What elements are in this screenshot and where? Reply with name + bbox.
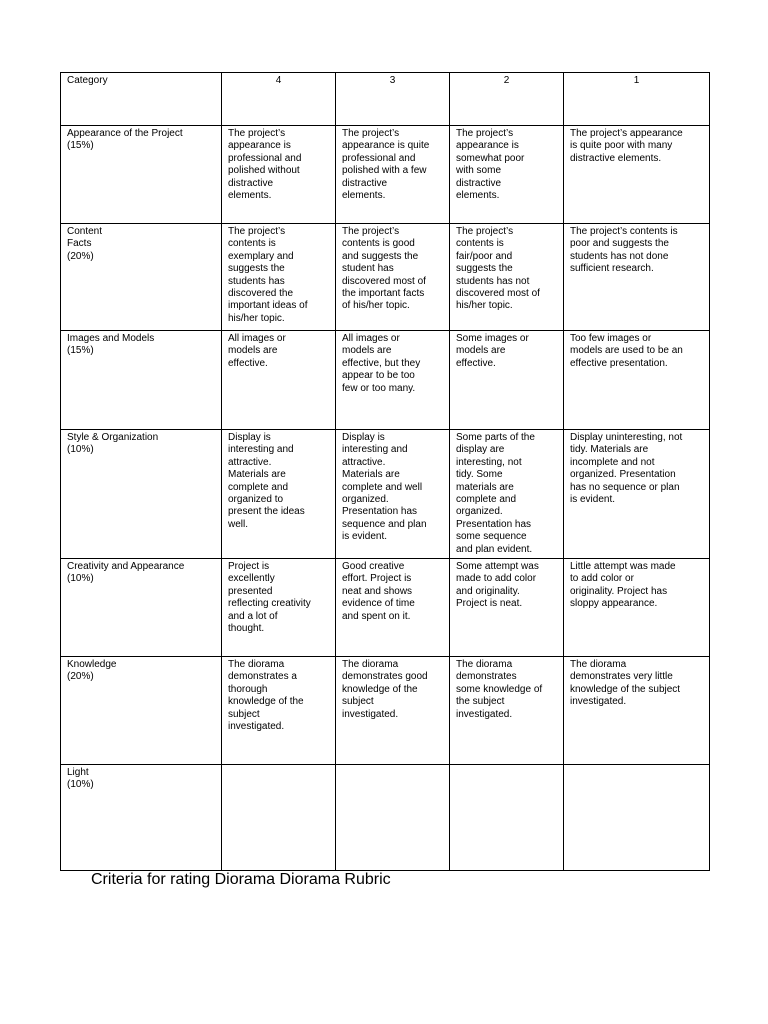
cell-line: made to add color [456, 573, 537, 585]
cell-line: discovered most of [342, 275, 426, 287]
cell-line: and originality. [456, 585, 520, 597]
cell-line: well. [228, 518, 249, 530]
score-2-cell [450, 559, 564, 657]
cell-line: complete and well [342, 481, 423, 493]
cell-line: the subject [456, 696, 505, 708]
header-category: Category [61, 73, 222, 126]
cell-line: originality. Project has [570, 585, 668, 597]
cell-line: Content [67, 226, 103, 237]
cell-line: All images or [228, 333, 286, 344]
score-2-cell [450, 331, 564, 430]
score-1-cell [564, 657, 710, 765]
cell-line: Style & Organization [67, 432, 159, 443]
header-score-3: 3 [336, 73, 450, 126]
cell-line: polished without [228, 165, 300, 177]
cell-line: effective, but they [342, 357, 421, 369]
cell-line: professional and [342, 152, 416, 164]
score-4-cell [222, 765, 336, 871]
cell-line: appearance is quite [342, 140, 430, 152]
cell-line: the important facts [342, 288, 425, 300]
cell-line: The project’s [456, 226, 514, 237]
cell-line: effective. [456, 357, 496, 369]
cell-line: interesting and [342, 444, 408, 456]
cell-line: The project’s [228, 128, 286, 139]
score-1-cell [564, 224, 710, 331]
category-cell [61, 126, 222, 224]
cell-line: demonstrates a [228, 671, 297, 683]
cell-line: Project is neat. [456, 598, 523, 610]
cell-line: (20%) [67, 671, 94, 683]
cell-line: The project’s [342, 226, 400, 237]
cell-line: organized. [342, 494, 389, 506]
cell-line: Too few images or [570, 333, 652, 344]
cell-line: neat and shows [342, 585, 413, 597]
cell-line: is quite poor with many [570, 140, 673, 152]
score-1-cell [564, 559, 710, 657]
cell-line: knowledge of the subject [570, 683, 681, 695]
cell-line: Display is [228, 432, 271, 443]
score-3-cell [336, 126, 450, 224]
cell-line: appear to be too [342, 370, 415, 382]
cell-line: and plan evident. [456, 543, 533, 555]
cell-line: Knowledge [67, 659, 117, 671]
cell-line: thought. [228, 623, 265, 635]
table-row [61, 224, 710, 331]
score-4-cell [222, 559, 336, 657]
score-3-cell [336, 657, 450, 765]
cell-line: organized. [456, 506, 503, 518]
cell-line: The diorama [456, 659, 513, 671]
cell-line: is evident. [342, 531, 388, 543]
score-3-cell [336, 559, 450, 657]
cell-line: materials are [456, 481, 514, 493]
cell-line: his/her topic. [228, 312, 285, 324]
cell-line: few or too many. [342, 382, 416, 394]
cell-line: attractive. [342, 456, 386, 468]
cell-line: interesting, not [456, 456, 522, 468]
cell-line: and a lot of [228, 610, 278, 622]
cell-line: Some attempt was [456, 561, 539, 573]
cell-line: The project’s [456, 128, 514, 139]
cell-line: complete and [456, 494, 517, 506]
cell-line: distractive [228, 177, 274, 189]
cell-line: elements. [342, 190, 386, 202]
cell-line: (10%) [67, 444, 94, 456]
rubric-table [60, 72, 710, 871]
cell-line: knowledge of the [342, 683, 418, 695]
cell-line: somewhat poor [456, 152, 525, 164]
cell-line: sequence and plan [342, 518, 427, 530]
score-1-cell [564, 126, 710, 224]
table-row [61, 559, 710, 657]
cell-line: poor and suggests the [570, 238, 669, 250]
cell-line: investigated. [570, 696, 627, 708]
cell-line: models are [342, 345, 392, 357]
score-4-cell [222, 430, 336, 559]
cell-line: distractive elements. [570, 152, 662, 164]
cell-line: contents is [228, 238, 276, 250]
cell-line: and suggests the [342, 250, 419, 262]
header-row [61, 73, 710, 126]
cell-line: (15%) [67, 140, 94, 152]
cell-line: interesting and [228, 444, 294, 456]
cell-line: Creativity and Appearance [67, 561, 185, 573]
cell-line: The project’s contents is [570, 226, 678, 237]
cell-line: Appearance of the Project [67, 128, 183, 139]
cell-line: The project’s appearance [570, 128, 683, 139]
cell-line: sufficient research. [570, 263, 654, 275]
cell-line: tidy. Materials are [570, 444, 649, 456]
cell-line: polished with a few [342, 165, 427, 177]
cell-line: investigated. [228, 721, 285, 733]
cell-line: elements. [456, 190, 500, 202]
cell-line: (20%) [67, 250, 94, 262]
caption: Criteria for rating Diorama Diorama Rubric [91, 871, 391, 888]
cell-line: distractive [342, 177, 388, 189]
cell-line: The diorama [570, 659, 627, 671]
cell-line: subject [342, 696, 374, 708]
cell-line: (10%) [67, 573, 94, 585]
cell-line: Some parts of the [456, 432, 535, 443]
category-cell [61, 331, 222, 430]
cell-line: discovered the [228, 288, 294, 300]
cell-line: All images or [342, 333, 400, 344]
cell-line: is evident. [570, 494, 616, 506]
cell-line: (15%) [67, 345, 94, 357]
cell-line: his/her topic. [456, 300, 513, 312]
cell-line: Presentation has [342, 506, 418, 518]
cell-line: models are [228, 345, 278, 357]
cell-line: appearance is [228, 140, 291, 152]
cell-line: The project’s [228, 226, 286, 237]
score-2-cell [450, 430, 564, 559]
cell-line: knowledge of the [228, 696, 304, 708]
category-cell [61, 430, 222, 559]
cell-line: tidy. Some [456, 469, 503, 481]
cell-line: investigated. [456, 708, 513, 720]
score-3-cell [336, 224, 450, 331]
category-cell [61, 765, 222, 871]
cell-line: organized to [228, 494, 284, 506]
cell-line: effective. [228, 357, 268, 369]
cell-line: some knowledge of [456, 683, 543, 695]
cell-line: with some [456, 165, 502, 177]
cell-line: Project is [228, 561, 270, 573]
score-4-cell [222, 657, 336, 765]
cell-line: Facts [67, 238, 92, 250]
category-cell [61, 224, 222, 331]
cell-line: evidence of time [342, 598, 415, 610]
cell-line: elements. [228, 190, 272, 202]
cell-line: investigated. [342, 708, 399, 720]
cell-line: (10%) [67, 779, 94, 791]
cell-line: sloppy appearance. [570, 598, 658, 610]
score-1-cell [564, 331, 710, 430]
table-row [61, 765, 710, 871]
cell-line: students has not [456, 275, 530, 287]
table-row [61, 430, 710, 559]
cell-line: Presentation has [456, 518, 532, 530]
header-score-1: 1 [564, 73, 710, 126]
cell-line: distractive [456, 177, 502, 189]
cell-line: contents is [456, 238, 504, 250]
cell-line: Display is [342, 432, 385, 443]
cell-line: Materials are [228, 469, 286, 481]
cell-line: demonstrates very little [570, 671, 673, 683]
score-2-cell [450, 126, 564, 224]
cell-line: student has [342, 263, 394, 275]
cell-line: Display uninteresting, not [570, 432, 683, 443]
cell-line: Good creative [342, 561, 405, 573]
cell-line: Images and Models [67, 333, 155, 344]
cell-line: Light [67, 767, 89, 779]
cell-line: some sequence [456, 531, 527, 543]
score-3-cell [336, 430, 450, 559]
header-score-4: 4 [222, 73, 336, 126]
category-cell [61, 657, 222, 765]
cell-line: Materials are [342, 469, 400, 481]
cell-line: appearance is [456, 140, 519, 152]
cell-line: present the ideas [228, 506, 305, 518]
score-4-cell [222, 224, 336, 331]
cell-line: students has [228, 275, 285, 287]
cell-line: effort. Project is [342, 573, 412, 585]
cell-line: models are [456, 345, 506, 357]
score-2-cell [450, 657, 564, 765]
cell-line: incomplete and not [570, 456, 655, 468]
cell-line: presented [228, 585, 273, 597]
cell-line: The project’s [342, 128, 400, 139]
score-4-cell [222, 126, 336, 224]
score-1-cell [564, 765, 710, 871]
cell-line: of his/her topic. [342, 300, 410, 312]
cell-line: to add color or [570, 573, 634, 585]
cell-line: demonstrates [456, 671, 517, 683]
cell-line: The diorama [342, 659, 399, 671]
cell-line: excellently [228, 573, 275, 585]
cell-line: suggests the [456, 263, 513, 275]
cell-line: reflecting creativity [228, 598, 311, 610]
score-3-cell [336, 765, 450, 871]
cell-line: complete and [228, 481, 289, 493]
cell-line: fair/poor and [456, 250, 513, 262]
cell-line: discovered most of [456, 288, 540, 300]
cell-line: and spent on it. [342, 610, 411, 622]
table-row [61, 331, 710, 430]
rubric-body [61, 73, 710, 871]
cell-line: professional and [228, 152, 302, 164]
score-4-cell [222, 331, 336, 430]
cell-line: suggests the [228, 263, 285, 275]
cell-line: Little attempt was made [570, 561, 676, 573]
cell-line: effective presentation. [570, 357, 668, 369]
score-1-cell [564, 430, 710, 559]
cell-line: important ideas of [228, 300, 308, 312]
cell-line: has no sequence or plan [570, 481, 680, 493]
table-row [61, 657, 710, 765]
cell-line: The diorama [228, 659, 285, 671]
cell-line: Some images or [456, 333, 529, 344]
cell-line: organized. Presentation [570, 469, 676, 481]
table-row [61, 126, 710, 224]
header-score-2: 2 [450, 73, 564, 126]
cell-line: models are used to be an [570, 345, 683, 357]
cell-line: display are [456, 444, 505, 456]
cell-line: subject [228, 708, 260, 720]
cell-line: contents is good [342, 238, 415, 250]
score-3-cell [336, 331, 450, 430]
cell-line: students has not done [570, 250, 669, 262]
cell-line: demonstrates good [342, 671, 428, 683]
category-cell [61, 559, 222, 657]
score-2-cell [450, 224, 564, 331]
cell-line: thorough [228, 683, 268, 695]
cell-line: exemplary and [228, 250, 294, 262]
score-2-cell [450, 765, 564, 871]
cell-line: attractive. [228, 456, 272, 468]
